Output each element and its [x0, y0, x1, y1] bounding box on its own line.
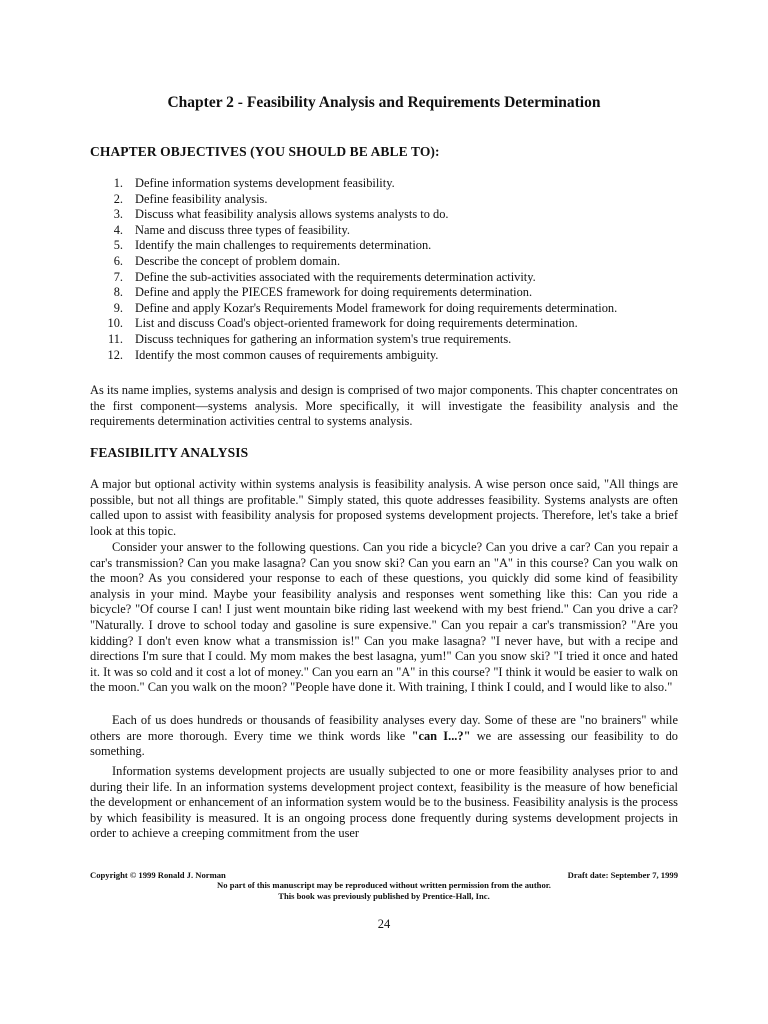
paragraph-feasibility-intro: A major but optional activity within systems analysis is feasibility analysis. A wise person once said, "All things are possible, but not all things are profitable." Simply stated, this quote addresses feasibility. Systems analysts are often called upon to assist with feasibility analysis for proposed systems development projects. Therefore, let's take a brief look at this topic. [90, 477, 678, 538]
objective-item [90, 176, 617, 192]
objective-item [90, 270, 617, 286]
objective-item [90, 332, 617, 348]
objective-number: 9. [113, 300, 123, 315]
objective-item [90, 192, 617, 208]
objective-number: 3. [113, 207, 123, 222]
objective-text: Identify the main challenges to requirements determination. [135, 238, 432, 253]
objective-number: 8. [113, 285, 123, 300]
objective-text: Discuss techniques for gathering an information system's true requirements. [135, 331, 512, 346]
page-number: 24 [377, 917, 391, 931]
objective-number: 7. [113, 269, 123, 284]
objective-text: Identify the most common causes of requirements ambiguity. [135, 347, 439, 362]
objective-item [90, 254, 617, 270]
objective-item [90, 348, 617, 364]
objective-number: 6. [113, 253, 123, 268]
objectives-list [90, 176, 617, 363]
emphasis-can-i: "can I...?" [411, 728, 471, 743]
intro-paragraph: As its name implies, systems analysis and design is comprised of two major components. This chapter concentrates on the first component—systems analysis. More specifically, it will investigate the feasibility analysis and the requirements determination activities central to systems analysis. [90, 383, 678, 429]
paragraph-is-projects: Information systems development projects are usually subjected to one or more feasibility analyses prior to and during their life. In an information systems development project context, feasibility is the measure of how beneficial the development or enhancement of an information system would be to the business. Feasibility analysis is the process by which feasibility is measured. It is an ongoing process done frequently during systems development projects in order to achieve a creeping commitment from the user [90, 764, 678, 841]
objective-item [90, 207, 617, 223]
objective-item [90, 238, 617, 254]
objective-number: 10. [107, 316, 123, 331]
footer [90, 870, 678, 901]
paragraph-text: we are assessing our feasibility to do something. [90, 728, 678, 759]
footer-draft-date: Draft date: September 7, 1999 [567, 870, 678, 880]
objective-text: Name and discuss three types of feasibility. [135, 222, 350, 237]
objective-item [90, 316, 617, 332]
paragraph-questions: Consider your answer to the following questions. Can you ride a bicycle? Can you drive a car? Can you repair a car's transmission? Can you make lasagna? Can you snow ski? Can you earn an "A" in this course? Can you walk on the moon? As you considered your response to each of these questions, you quickly did some kind of feasibility analysis in your mind. Maybe your feasibility analysis and responses went something like this: Can you ride a bicycle? "Of course I can! I just went mountain bike riding last weekend with my best friend." Can you drive a car? "Naturally. I drove to school today and gasoline is sure expensive." Can you repair a car's transmission? "Are you kidding? I don't even know what a transmission is!" Can you make lasagna? "I never have, but with a recipe and directions I'm sure that I could. My mom makes the best lasagna, yum!" Can you snow ski? "I tried it once and hated it. It was so cold and it cost a lot of money." Can you earn an "A" in this course? "I think it would be easier to walk on the moon." Can you walk on the moon? "People have done it. With training, I think I could, and I would like to also." [90, 540, 678, 695]
paragraph-text: Each of us does hundreds or thousands of feasibility analyses every day. Some of these are "no brainers" while others are more thorough. Every time we think words like [90, 713, 678, 743]
objective-text: Define and apply Kozar's Requirements Model framework for doing requirements determination. [135, 300, 618, 315]
objective-text: List and discuss Coad's object-oriented framework for doing requirements determination. [135, 316, 578, 331]
objective-text: Define the sub-activities associated with the requirements determination activity. [135, 269, 536, 284]
section-heading: FEASIBILITY ANALYSIS [90, 445, 249, 460]
objective-number: 5. [113, 238, 123, 253]
objective-text: Discuss what feasibility analysis allows systems analysts to do. [135, 207, 449, 222]
objective-text: Describe the concept of problem domain. [135, 253, 341, 268]
objective-number: 11. [107, 331, 123, 346]
objective-number: 4. [113, 222, 123, 237]
paragraph-everyday-analysis [90, 713, 678, 760]
objective-text: Define and apply the PIECES framework for doing requirements determination. [135, 285, 533, 300]
footer-permission: No part of this manuscript may be reproduced without written permission from the author. [217, 880, 551, 891]
objective-item [90, 285, 617, 301]
objectives-heading: CHAPTER OBJECTIVES (YOU SHOULD BE ABLE TO): [90, 144, 440, 159]
objective-text: Define feasibility analysis. [135, 191, 268, 206]
objective-number: 2. [113, 191, 123, 206]
footer-publisher: This book was previously published by Prentice-Hall, Inc. [278, 890, 490, 901]
chapter-title: Chapter 2 - Feasibility Analysis and Requirements Determination [167, 94, 601, 111]
objective-item [90, 223, 617, 239]
objective-number: 12. [107, 347, 123, 362]
footer-copyright: Copyright © 1999 Ronald J. Norman [90, 870, 226, 880]
objective-item [90, 301, 617, 317]
objective-number: 1. [113, 176, 123, 190]
objective-text: Define information systems development feasibility. [135, 176, 395, 190]
